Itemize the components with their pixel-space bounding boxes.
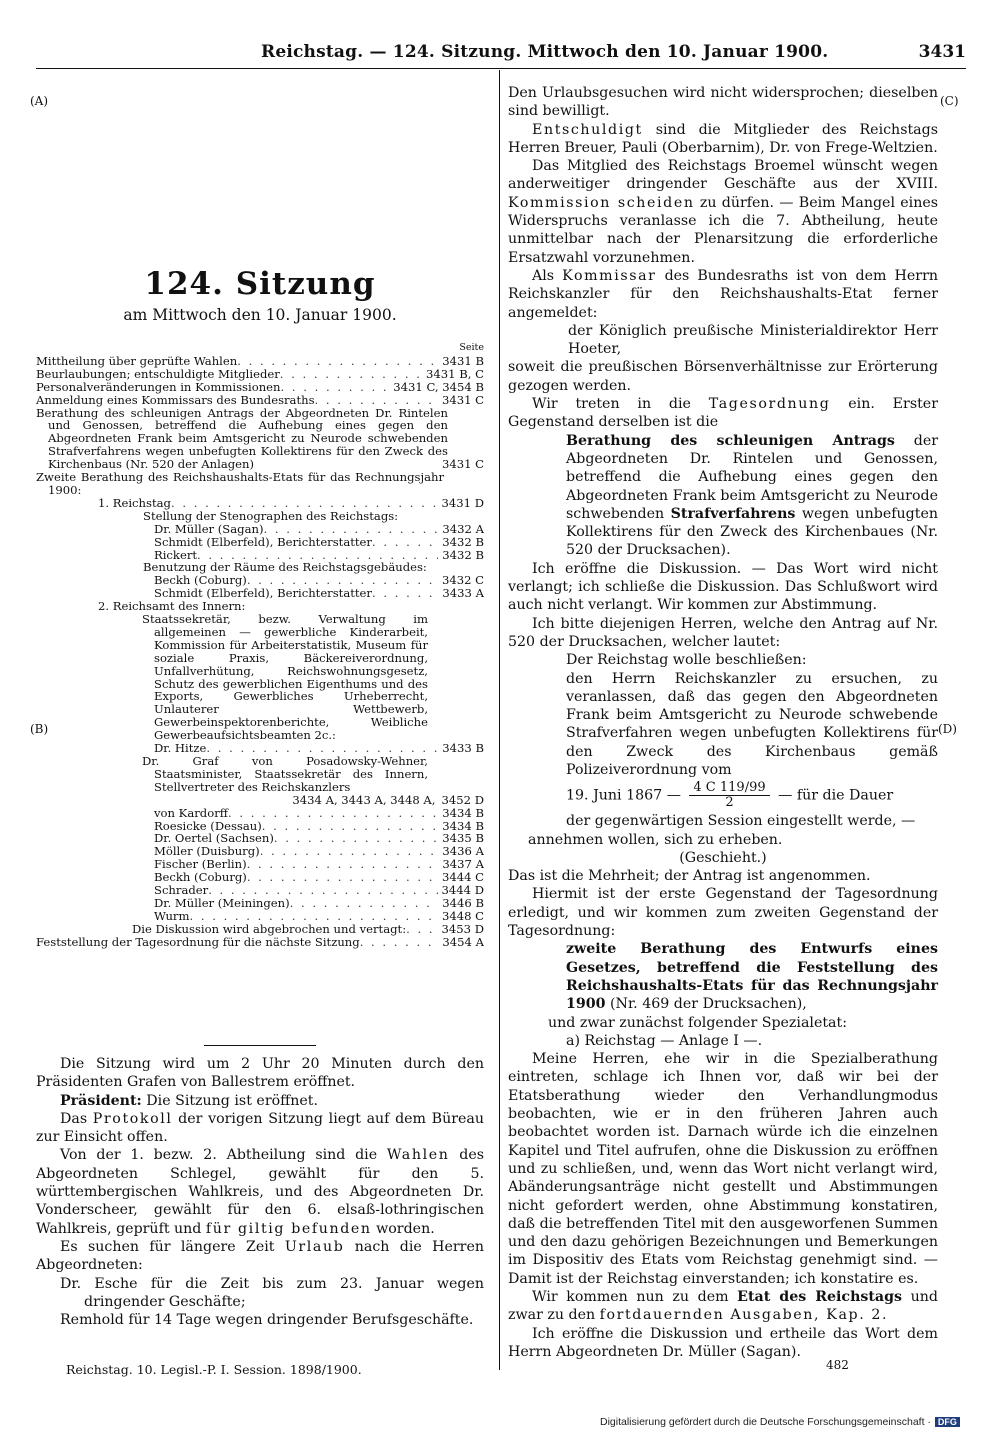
toc-entry-text: Schrader [154,884,209,897]
paragraph-spezialetat: und zwar zunächst folgender Spezialetat: [548,1014,847,1031]
paragraph-anlage: a) Reichstag — Anlage I —. [566,1032,763,1049]
bold-term: zweite Berathung des Entwurfs eines Gesetzes, betreffend die Feststellung des Reichshaushalts-Etats für das Rechnungsjahr 1900 [566,941,938,1013]
toc-entry [36,497,484,510]
toc-entry-text: Beckh (Coburg) [154,574,247,588]
spaced-term: fortdauernden Ausgaben, Kap. 2. [599,1307,889,1324]
toc-entry-page: 3431 C [441,457,484,472]
toc-entry-page: 3453 D [441,922,484,936]
toc-entry-page: 3431 C [441,393,484,407]
header-rule [36,68,966,69]
toc-posadowsky-pages: 3434 A, 3443 A, 3448 A, [292,792,436,807]
paragraph-session: der gegenwärtigen Session eingestellt werde, — [566,813,916,830]
spaced-term: Tagesordnung [708,396,831,413]
text-run: ein. Erster Gegenstand derselben ist die [508,396,938,431]
toc-entry [36,858,484,871]
toc-entry-text: Anmeldung eines Kommissars des Bundesraths [36,393,315,407]
spaced-term: für giltig befunden [205,1220,372,1237]
toc-entry [36,871,484,884]
header-title: Reichstag. — 124. Sitzung. Mittwoch den 10. Januar 1900. [261,42,829,62]
bold-term: Etat des Reichstags [737,1289,903,1305]
spaced-term: Urlaub [284,1238,345,1255]
toc-entry-page: 3432 B [442,548,484,562]
toc-entry-page: 3454 A [442,935,484,949]
paragraph-tagesordnung [508,395,938,432]
paragraph-text: Die Sitzung ist eröffnet. [146,1092,318,1109]
page-number: 3431 [918,42,966,62]
paragraph-erledigt: Hiermit ist der erste Gegenstand der Tagesordnung erledigt, und wir kommen zum zweiten Gegenstand der Tagesordnung: [508,886,938,940]
paragraph-bitte: Ich bitte diejenigen Herren, welche den Antrag auf Nr. 520 der Drucksachen, welcher lautet: [508,615,938,650]
text-run: worden. [376,1220,435,1237]
toc-posadowsky-page: 3452 D [441,792,484,807]
toc-subheading: Benutzung der Räume des Reichstagsgebäudes: [143,560,427,575]
toc-entry [36,936,484,949]
text-run: der Abgeordneten Dr. Rintelen und Genossen, betreffend die Aufhebung eines gegen den Abgeordneten Frank beim Amtsgericht zu Neurode schwebenden [566,432,938,522]
left-column [36,80,484,1370]
paragraph-leave-esche: Dr. Esche für die Zeit bis zum 23. Januar wegen dringender Geschäfte; [60,1275,484,1310]
toc-entry-text: Beurlaubungen; entschuldigte Mitglieder [36,367,280,381]
paragraph-broemel [508,157,938,267]
paragraph-president [36,1092,484,1110]
text-run: zu dürfen. — Beim Mangel eines Widerspruchs veranlasse ich die 7. Abtheilung, heute unmittelbar nach der Plenarsitzung die erforderliche Ersatzwahl vorzunehmen. [508,194,939,266]
paragraph-leave-remhold: Remhold für 14 Tage wegen dringender Berufsgeschäfte. [60,1312,474,1329]
text-run: Von der 1. bezw. 2. Abtheilung sind die [60,1147,378,1164]
paragraph-fraction-line [508,781,938,810]
toc-posadowsky-pages-row [36,794,484,807]
paragraph-kommissar [508,267,938,322]
toc-entry-text: von Kardorff [154,806,228,820]
toc-entry [36,381,484,394]
toc-entry-text: Berathung des schleunigen Antrags der Abgeordneten Dr. Rintelen und Genossen, betreffend die Aufhebung eines gegen den Abgeordneten Frank beim Amtsgericht zu Neurode schwebenden Strafverfahrens wegen unbefugten Kollektirens für den Zweck des Kirchenbaus (Nr. 520 der Anlagen) [36,405,448,472]
spaced-term: Protokoll [92,1110,173,1127]
paragraph-wahlen [36,1146,484,1237]
text-run: Wir treten in die [532,396,691,413]
paragraph-wort-mueller: Ich eröffne die Diskussion und ertheile das Wort dem Herrn Abgeordneten Dr. Müller (Sagan). [508,1325,938,1360]
toc-entry [36,523,484,536]
sheet-number: 482 [826,1358,849,1372]
toc-entry-page: 3431 B, C [426,367,484,381]
paragraph-beschliessen: Der Reichstag wolle beschließen: [566,652,807,669]
text-run: — für die Dauer [778,787,894,804]
toc-entry-page: 3436 A [442,845,484,859]
toc-entry [36,574,484,587]
toc-entry [36,832,484,845]
text-run: des Abgeordneten Schlegel, gewählt für den 5. württembergischen Wahlkreis, und des Abgeordneten Dr. Vonderscheer, gewählt für den 6. elsaß-lothringischen Wahlkreis, geprüft und [36,1147,484,1237]
paragraph-antrag-heading [508,432,938,560]
margin-marker-d: (D) [938,722,957,736]
toc-entry [36,820,484,833]
toc-entry-page: 3433 A [442,587,484,601]
toc-entry-page: 3431 C, 3454 B [393,380,484,394]
toc-entry [36,536,484,549]
toc-entry-text: Schmidt (Elberfeld), Berichterstatter [154,587,372,601]
toc-entry-page: 3433 B [442,742,484,755]
text-run: des Bundesraths ist von dem Herrn Reichskanzler für den Reichshaushalts-Etat ferner angemeldet: [508,267,938,321]
left-body-text [36,1055,484,1329]
toc-entry-text: Möller (Duisburg) [154,845,260,859]
text-run: wegen unbefugten Kollektirens für den Zweck des Kirchenbaues (Nr. 520 der Drucksachen). [566,505,938,559]
paragraph-geschieht: (Geschieht.) [679,849,767,866]
paragraph-protokoll [36,1110,484,1147]
toc-entry-text: Fischer (Berlin) [154,858,247,872]
fraction-denominator: 2 [725,795,734,811]
paragraph-boersen: soweit die preußischen Börsenverhältnisse zur Erörterung gezogen werden. [508,359,938,394]
text-run: Das [60,1110,88,1127]
text-run: Wir kommen nun zu dem [532,1289,729,1305]
toc-entry-text: Roesicke (Dessau) [154,819,262,833]
toc-entry-text: Wurm [154,909,190,923]
toc-entry-text: 1. Reichstag [98,496,171,510]
toc-zweite-berathung: Zweite Berathung des Reichshaushalts-Etats für das Rechnungsjahr 1900: [36,470,444,497]
toc-entry-text: Mittheilung über geprüfte Wahlen [36,354,238,368]
toc-entry [36,923,484,936]
session-date: am Mittwoch den 10. Januar 1900. [123,306,397,324]
text-run: und zwar zu den [508,1289,938,1324]
toc-entry-text: Feststellung der Tagesordnung für die nächste Sitzung [36,935,360,949]
toc-entry-text: Beckh (Coburg) [154,871,247,885]
paragraph-opening: Die Sitzung wird um 2 Uhr 20 Minuten durch den Präsidenten Grafen von Ballestrem eröffnet. [36,1056,484,1091]
toc-entry-page: 3435 B [442,832,484,846]
footer-left: Reichstag. 10. Legisl.-P. I. Session. 1898/1900. [66,1362,362,1377]
paragraph-diskussion: Ich eröffne die Diskussion. — Das Wort wird nicht verlangt; ich schließe die Diskussion. Das Schlußwort wird auch nicht verlangt. Wir kommen zur Abstimmung. [508,560,938,614]
toc-entry-page: 3431 B [442,354,484,368]
toc-entry-page: 3444 C [441,871,484,885]
section-divider [204,1045,316,1046]
paragraph-hoeter: der Königlich preußische Ministerialdirektor Herr Hoeter, [568,322,938,358]
toc-entry [36,845,484,858]
paragraph-antrag-text: den Herrn Reichskanzler zu ersuchen, zu veranlassen, daß das gegen den Abgeordneten Frank beim Amtsgericht zu Neurode schwebende Strafverfahren wegen unbefugten Kollektirens für den Zweck des Kirchenbaus gemäß Polizeiverordnung vom [566,670,938,778]
toc-posadowsky: Dr. Graf von Posadowsky-Wehner, Staatsminister, Staatssekretär des Innern, Stellvertreter des Reichskanzlers [142,754,428,794]
toc-entry-text: Die Diskussion wird abgebrochen und vertagt: [132,922,407,936]
toc-entry [36,897,484,910]
table-of-contents [36,342,484,949]
text-run: der vorigen Sitzung liegt auf dem Büreau zur Einsicht offen. [36,1110,484,1146]
paragraph-meine-herren: Meine Herren, ehe wir in die Spezialberathung eintreten, schlage ich Ihnen vor, daß wir bei der Etatsberathung wieder den Verhandlungmodus beobachten, wie er in den früheren Jahren auch beobachtet worden ist. Darnach würde ich die einzelnen Kapitel und Titel aufrufen, ohne die Diskussion zu eröffnen und zu schließen, und, wenn das Wort nicht verlangt wird, Abänderungsanträge nicht gestellt und Abstimmungen nicht gefordert werden, ohne Abstimmung konstatiren, daß die betreffenden Titel mit den ausgeworfenen Summen und den dazu gehörigen Bezeichnungen und Bemerkungen im Dispositiv des Etats vom Reichstag genehmigt sind. — Damit ist der Reichstag einverstanden; ich konstatire es. [508,1051,938,1287]
text-run: Das Mitglied des Reichstags Broemel wünscht wegen anderweitiger dringender Geschäfte aus der XVIII. [508,158,938,193]
toc-entry [36,884,484,897]
margin-marker-a: (A) [30,94,49,108]
toc-subheading: Stellung der Stenographen des Reichstags: [143,508,399,523]
toc-seite-label: Seite [459,342,484,353]
toc-entry-text: Dr. Müller (Sagan) [154,522,264,536]
toc-staatssekretaer: Staatssekretär, bezw. Verwaltung im allgemeinen — gewerbliche Kinderarbeit, Kommission für Arbeiterstatistik, Museum für soziale Praxis, Bäckereiverordnung, Unfallverhütung, Reichswohnungsgesetz, Schutz des gewerblichen Eigenthums und des Exports, Gewerbliches Urheberrecht, Unlauterer Wettbewerb, Gewerbeinspektorenberichte, Weibliche Gewerbeaufsichtsbeamten 2c.: [142,612,428,743]
toc-entry-page: 3432 B [442,535,484,549]
session-title: 124. Sitzung [144,266,376,302]
toc-entry-page: 3434 B [442,819,484,833]
spaced-term: Entschuldigt [532,121,643,138]
spaced-term: Kommissar [562,267,657,284]
speaker-label: Präsident: [60,1092,142,1109]
toc-entry [36,807,484,820]
toc-entry-page: 3437 A [442,858,484,872]
spaced-term: Kommission scheiden [508,194,695,211]
margin-marker-c: (C) [940,94,959,108]
case-number-fraction [689,781,769,810]
right-column [508,84,938,1374]
toc-subheading: 2. Reichsamt des Innern: [98,599,246,614]
digitization-note [600,1416,960,1428]
toc-entry-page: 3444 D [441,884,484,897]
toc-entry-page: 3434 B [442,806,484,820]
toc-entry-antrag [36,407,484,472]
digitization-text: Digitalisierung gefördert durch die Deutsche Forschungsgemeinschaft · [600,1416,931,1428]
text-run: nach die Herren Abgeordneten: [36,1238,484,1274]
toc-entry-text: Personalveränderungen in Kommissionen [36,380,281,394]
bold-term: Berathung des schleunigen Antrags [566,432,895,449]
spaced-term: Wahlen [386,1147,450,1164]
paragraph-urlaubsgesuche: Den Urlaubsgesuchen wird nicht widersprochen; dieselben sind bewilligt. [508,85,938,120]
toc-entry [36,355,484,368]
text-run: (Nr. 469 der Drucksachen), [610,996,807,1013]
toc-entry-text: Schmidt (Elberfeld), Berichterstatter [154,535,372,549]
running-header [36,42,966,68]
text-run: Es suchen für längere Zeit [60,1238,275,1255]
paragraph-urlaub [36,1238,484,1275]
text-run: Als [532,267,555,284]
margin-marker-b: (B) [30,722,49,736]
text-run: 19. Juni 1867 — [566,787,681,804]
toc-entry-page: 3448 C [441,909,484,923]
toc-entry [36,394,484,407]
text-run: sind die Mitglieder des Reichstags Herren Breuer, Pauli (Oberbarnim), Dr. von Frege-Weltzien. [508,121,938,156]
paragraph-mehrheit: Das ist die Mehrheit; der Antrag ist angenommen. [508,868,871,885]
paragraph-entschuldigt [508,121,938,158]
toc-entry-page: 3431 D [441,496,484,510]
toc-entry-text: Dr. Oertel (Sachsen) [154,832,274,846]
column-divider [499,70,500,1370]
paragraph-etat [508,1288,938,1325]
toc-entry-page: 3446 B [442,896,484,910]
paragraph-zweite-berathung [508,940,938,1013]
dfg-logo: DFG [935,1417,960,1427]
bold-term: Strafverfahrens [670,505,796,522]
toc-entry-page: 3432 A [442,522,484,536]
toc-entry-text: Dr. Hitze [154,742,207,755]
toc-entry [36,910,484,923]
fraction-numerator: 4 C 119/99 [689,781,769,796]
toc-entry [36,368,484,381]
paragraph-erheben: annehmen wollen, sich zu erheben. [528,831,783,848]
toc-entry-text: Rickert [154,548,198,562]
toc-entry-text: Dr. Müller (Meiningen) [154,896,290,910]
toc-entry-page: 3432 C [441,574,484,588]
